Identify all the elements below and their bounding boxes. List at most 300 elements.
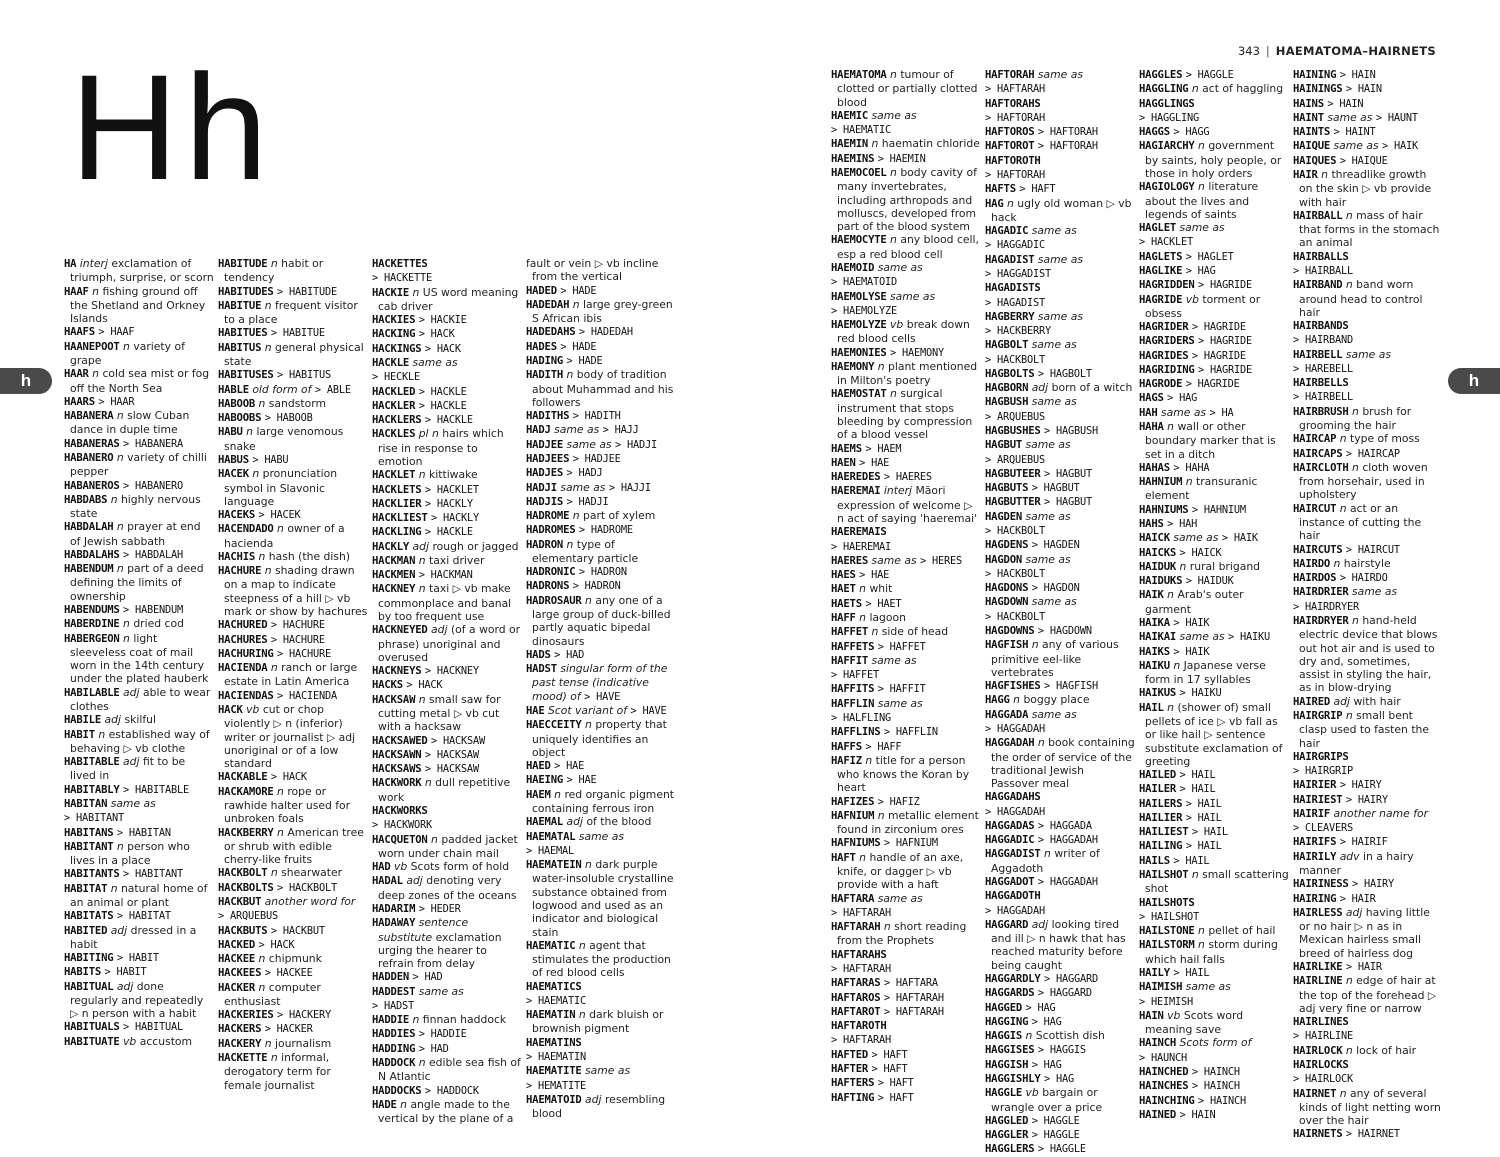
dictionary-entry — [1139, 235, 1289, 249]
cross-reference: > HAFTARAH — [985, 83, 1045, 96]
headword: HAEMATEIN — [526, 859, 582, 872]
headword: HAGRODE — [1139, 378, 1183, 391]
dictionary-entry — [985, 722, 1135, 736]
cross-reference: > HACKSAW — [424, 748, 479, 761]
cross-reference: > HAJJ — [602, 424, 639, 437]
definition: pellet of hail — [1208, 924, 1276, 938]
dictionary-entry — [372, 1042, 522, 1056]
part-of-speech: n — [98, 727, 106, 741]
dictionary-entry — [985, 889, 1135, 903]
dictionary-entry — [1139, 1065, 1289, 1079]
cross-reference: > HAEMOLYZE — [831, 304, 897, 317]
dictionary-entry — [372, 468, 522, 482]
cross-reference: > HAG — [1167, 392, 1198, 405]
dictionary-entry — [985, 168, 1135, 182]
cross-reference: > HAFTORAH — [985, 111, 1045, 124]
headword: HAGADISTS — [985, 282, 1041, 295]
cross-reference: > HAD — [412, 971, 443, 984]
headword: HAEMATOID — [526, 1093, 582, 1106]
definition: slow Cuban dance in duple time — [70, 409, 190, 437]
part-of-speech: n — [264, 298, 272, 312]
definition: type of moss — [1349, 432, 1420, 446]
definition: book containing the order of service of the traditional Jewish Passover meal — [991, 736, 1135, 791]
headword: HACKETTE — [218, 1052, 268, 1065]
dictionary-entry — [831, 697, 981, 711]
headword: HADDOCK — [372, 1057, 416, 1070]
headword: HABITUALS — [64, 1021, 120, 1034]
headword: HADING — [526, 354, 564, 367]
headword: HACKBUTS — [218, 924, 268, 937]
dictionary-entry — [831, 568, 981, 582]
headword: HAEMAL — [526, 816, 564, 829]
headword: HACKSAW — [372, 693, 416, 706]
cross-reference: > HA — [1209, 406, 1234, 419]
definition: prayer at end of Jewish sabbath — [70, 520, 201, 548]
headword: HAIRINESS — [1293, 878, 1349, 891]
dictionary-entry — [1139, 938, 1289, 966]
definition: exclamation urging the hearer to refrain from delay — [378, 930, 502, 971]
part-of-speech: n — [116, 450, 124, 464]
cross-reference: > HAIL — [1179, 783, 1216, 796]
dictionary-entry — [372, 427, 522, 468]
cross-reference: > HAGFISH — [1044, 680, 1099, 693]
headword: HABITUES — [218, 327, 268, 340]
cross-reference: > HACKWORK — [372, 819, 432, 832]
part-of-speech: n — [585, 858, 592, 872]
definition: rope or rawhide halter used for unbroken foals — [224, 784, 351, 826]
dictionary-entry — [64, 826, 214, 840]
dictionary-entry — [985, 1142, 1135, 1156]
cross-reference: > HAUNT — [1375, 111, 1418, 124]
headword: HAG — [985, 197, 1004, 210]
part-of-speech: n — [1185, 475, 1193, 489]
cross-reference: > HAGGLING — [1139, 111, 1199, 124]
headword: HAGGARDS — [985, 987, 1035, 1000]
cross-reference: > HABITUDE — [277, 285, 338, 298]
headword: HADROSAUR — [526, 594, 582, 607]
dictionary-entry — [831, 1019, 981, 1033]
headword: HAGS — [1139, 392, 1164, 405]
cross-reference: > HACKLE — [424, 414, 473, 427]
dictionary-entry — [831, 991, 981, 1005]
definition: in a hairy manner — [1299, 849, 1414, 878]
definition: US word meaning cab driver — [378, 285, 519, 313]
cross-reference: > HAIL — [1179, 769, 1216, 782]
cross-reference: > HAIL — [1191, 826, 1228, 839]
cross-reference: > HADEDAH — [578, 326, 633, 339]
part-of-speech: n — [566, 537, 574, 551]
cross-reference: > HAGRIDE — [1198, 335, 1253, 348]
cross-reference: > HAFTARAH — [883, 991, 944, 1004]
dictionary-entry — [372, 483, 522, 497]
headword: HAIRNETS — [1293, 1128, 1343, 1141]
part-of-speech: same as — [418, 984, 464, 998]
headword: HAIKS — [1139, 645, 1170, 658]
cross-reference: > HAFTARAH — [883, 1005, 944, 1018]
headword: HAGRIDDEN — [1139, 279, 1195, 292]
part-of-speech: vb — [246, 703, 260, 716]
dictionary-entry — [218, 368, 368, 382]
headword: HACKETTES — [372, 258, 428, 270]
dictionary-entry — [831, 304, 981, 318]
dictionary-entry — [1139, 966, 1289, 980]
headword: HADITH — [526, 369, 564, 382]
headword: HAFIZES — [831, 795, 875, 808]
dictionary-entry — [1293, 1058, 1443, 1072]
part-of-speech: n — [1339, 1086, 1347, 1100]
headword: HACKAMORE — [218, 785, 274, 798]
headword: HADARIM — [372, 902, 416, 915]
cross-reference: > HAEM — [865, 442, 902, 455]
dictionary-entry — [985, 353, 1135, 367]
cross-reference: > HAGGADIC — [985, 239, 1045, 252]
headword: HAFFET — [831, 626, 869, 639]
definition: agent that stimulates the production of red blood cells — [532, 938, 671, 980]
headword: HAHA — [1139, 421, 1164, 434]
dictionary-entry — [1139, 630, 1289, 644]
headword: HAGBUSH — [985, 396, 1029, 409]
headword: HAFFLIN — [831, 697, 875, 710]
cross-reference: > HAIRDRYER — [1293, 600, 1359, 613]
headword: HAIRCUT — [1293, 502, 1337, 515]
cross-reference: > HABIT — [104, 966, 147, 979]
definition: padded jacket worn under chain mail — [378, 832, 518, 860]
dictionary-entry — [1139, 68, 1289, 82]
dictionary-entry — [526, 773, 676, 787]
cross-reference: > HAILSHOT — [1139, 910, 1199, 923]
headword: HAEMINS — [831, 152, 875, 165]
definition: dark bluish or brownish pigment — [532, 1008, 664, 1036]
part-of-speech: vb — [1167, 1008, 1181, 1022]
dictionary-entry — [831, 740, 981, 754]
headword: HAGGADAH — [985, 737, 1035, 750]
part-of-speech: n — [123, 617, 130, 631]
part-of-speech: vb — [123, 1034, 137, 1048]
cross-reference: > HAIDUK — [1185, 575, 1234, 588]
dictionary-entry — [831, 233, 981, 261]
headword: HAEMATIC — [526, 939, 576, 952]
definition: person who lives in a place — [70, 839, 190, 868]
part-of-speech: n — [246, 425, 253, 439]
part-of-speech: n — [270, 866, 278, 880]
definition: large venomous snake — [224, 425, 344, 453]
dictionary-entry — [1139, 82, 1289, 96]
definition: finnan haddock — [422, 1013, 507, 1027]
definition: any of various primitive eel-like vertebrates — [991, 638, 1119, 679]
headword: HAET — [831, 583, 856, 596]
headword: HAGGARDLY — [985, 973, 1041, 985]
part-of-speech: n — [1352, 460, 1359, 474]
headword: HAIRGRIPS — [1293, 750, 1349, 763]
headword: HACKLES — [372, 428, 416, 441]
part-of-speech: n — [572, 509, 580, 523]
dictionary-entry — [64, 951, 214, 965]
dictionary-entry — [1293, 264, 1443, 278]
definition: part of xylem — [582, 509, 656, 523]
part-of-speech: same as — [1327, 110, 1373, 124]
cross-reference: > HAFTARA — [883, 977, 938, 990]
cross-reference: > HACK — [258, 938, 295, 951]
dictionary-entry — [985, 567, 1135, 581]
dictionary-entry — [372, 525, 522, 539]
dictionary-entry — [831, 456, 981, 470]
part-of-speech: Scots form of — [1179, 1036, 1252, 1050]
part-of-speech: same as — [1179, 630, 1225, 644]
headword: HAEMOLYSE — [831, 290, 887, 303]
cross-reference: > HACKERY — [277, 1009, 332, 1022]
headword: HABENDUM — [64, 563, 114, 576]
headword: HAIRBALL — [1293, 209, 1343, 222]
dictionary-entry — [985, 338, 1135, 352]
cross-reference: > HAINT — [1333, 126, 1376, 139]
headword: HAARS — [64, 395, 95, 408]
dictionary-entry — [831, 682, 981, 696]
headword: HAIKUS — [1139, 687, 1177, 700]
headword: HAILSTONE — [1139, 925, 1195, 938]
headword: HAEMATINS — [526, 1036, 582, 1049]
dictionary-entry — [526, 662, 676, 704]
headword: HABUS — [218, 453, 249, 466]
definition: Scots word meaning save — [1145, 1008, 1244, 1037]
cross-reference: > HAAF — [98, 326, 135, 339]
cross-reference: > HAIRCAP — [1345, 447, 1400, 460]
dictionary-entry — [372, 554, 522, 568]
dictionary-entry — [1139, 349, 1289, 363]
definition: ugly old woman ▷ vb hack — [991, 196, 1132, 224]
headword: HACKING — [372, 328, 416, 341]
cross-reference: > HADROME — [578, 524, 633, 537]
cross-reference: > HACK — [270, 771, 307, 784]
dictionary-entry — [526, 257, 676, 284]
definition: small scattering shot — [1145, 868, 1289, 896]
dictionary-entry — [218, 966, 368, 980]
cross-reference: > ABLE — [314, 383, 351, 396]
dictionary-entry — [526, 1079, 676, 1093]
part-of-speech: same as — [1031, 338, 1077, 352]
headword: HAIRING — [1293, 892, 1337, 905]
dictionary-entry — [831, 442, 981, 456]
part-of-speech: same as — [877, 891, 923, 905]
cross-reference: > HACKETTE — [372, 272, 432, 285]
headword: HABDALAH — [64, 521, 114, 534]
dictionary-entry — [64, 867, 214, 881]
definition: metallic element found in zirconium ores — [837, 808, 979, 837]
dictionary-entry — [1139, 1108, 1289, 1122]
dictionary-entry — [218, 522, 368, 550]
dictionary-entry — [831, 725, 981, 739]
part-of-speech: another name for — [1333, 806, 1429, 820]
cross-reference: > HACKLET — [1139, 236, 1193, 249]
cross-reference: > HAE — [859, 456, 890, 469]
definition: short reading from the Prophets — [837, 920, 967, 948]
cross-reference: > HAEMATIC — [526, 994, 586, 1007]
definition: haematin chloride — [881, 137, 980, 151]
cross-reference: > HAE — [859, 569, 890, 582]
definition: Scots form of hold — [410, 860, 510, 874]
headword: HAFFITS — [831, 683, 875, 696]
headword: HAEMOCOEL — [831, 166, 887, 179]
dictionary-entry — [1293, 585, 1443, 599]
headword: HAGGLING — [1139, 83, 1189, 96]
cross-reference: > HAGDON — [1031, 582, 1080, 595]
dictionary-entry — [985, 610, 1135, 624]
part-of-speech: n — [123, 339, 130, 353]
cross-reference: > HAEREMAI — [831, 540, 891, 553]
part-of-speech: adj — [1031, 381, 1049, 395]
headword: HAGLET — [1139, 222, 1177, 235]
dictionary-entry — [831, 137, 981, 151]
cross-reference: > HAHNIUM — [1191, 503, 1246, 516]
definition: (of a word or phrase) unoriginal and overused — [378, 623, 521, 664]
part-of-speech: same as — [1160, 405, 1207, 419]
dictionary-entry — [985, 847, 1135, 875]
definition: boggy place — [1023, 693, 1090, 707]
cross-reference: > HACKSAW — [431, 734, 486, 747]
part-of-speech: n — [418, 468, 426, 482]
part-of-speech: same as — [554, 423, 600, 437]
headword: HAINCHING — [1139, 1094, 1195, 1107]
dictionary-entry — [526, 325, 676, 339]
column-3 — [372, 257, 522, 1125]
cross-reference: > HABANERA — [123, 437, 184, 450]
cross-reference: > HAFIZ — [877, 795, 920, 808]
part-of-speech: n — [258, 396, 266, 410]
dictionary-entry — [985, 708, 1135, 722]
dictionary-entry — [831, 851, 981, 892]
headword: HAGGISH — [985, 1058, 1029, 1071]
headword: HAIRDRIER — [1293, 586, 1349, 599]
dictionary-entry — [64, 479, 214, 493]
dictionary-entry — [526, 1036, 676, 1050]
headword: HAINED — [1139, 1108, 1177, 1121]
headword: HAFTARAH — [831, 921, 881, 934]
headword: HAIKA — [1139, 616, 1170, 629]
cross-reference: > HACKLY — [431, 512, 480, 525]
part-of-speech: pl n — [418, 427, 439, 441]
headword: HAINCHED — [1139, 1065, 1189, 1078]
definition: American tree or shrub with edible cherry-like fruits — [224, 825, 364, 867]
dictionary-entry — [985, 819, 1135, 833]
dictionary-entry — [1139, 221, 1289, 235]
dictionary-entry — [218, 703, 368, 770]
dictionary-entry — [831, 795, 981, 809]
dictionary-entry — [526, 495, 676, 509]
cross-reference: > HAVE — [584, 690, 621, 703]
dictionary-entry — [1293, 1029, 1443, 1043]
cross-reference: > HADJI — [566, 495, 609, 508]
headword: HAFFS — [831, 740, 862, 753]
part-of-speech: same as — [1025, 552, 1071, 566]
headword: HAFNIUMS — [831, 837, 881, 850]
headword: HADE — [372, 1098, 397, 1111]
dictionary-entry — [372, 582, 522, 623]
cross-reference: > HACKLE — [418, 399, 467, 412]
headword: HAILER — [1139, 783, 1177, 796]
headword: HAGGIS — [985, 1030, 1023, 1043]
dictionary-entry — [985, 553, 1135, 567]
headword: HAINCHES — [1139, 1080, 1189, 1093]
dictionary-entry — [1139, 125, 1289, 139]
dictionary-entry — [526, 452, 676, 466]
dictionary-entry — [1139, 250, 1289, 264]
dictionary-entry — [64, 980, 214, 1021]
dictionary-entry — [64, 728, 214, 756]
dictionary-entry — [1293, 600, 1443, 614]
dictionary-entry — [1293, 139, 1443, 153]
cross-reference: > HAEMONY — [890, 346, 945, 359]
cross-reference: > HAFTORAH — [985, 168, 1045, 181]
part-of-speech: n — [1167, 420, 1174, 434]
headword: HAFTORAH — [985, 69, 1035, 81]
dictionary-entry — [372, 399, 522, 413]
headword: HAFTARAHS — [831, 948, 887, 961]
part-of-speech: n — [1191, 868, 1199, 882]
definition: highly nervous state — [70, 492, 201, 521]
part-of-speech: same as — [1025, 438, 1071, 452]
dictionary-entry — [1139, 293, 1289, 321]
cross-reference: > HAHA — [1173, 461, 1210, 474]
cross-reference: > HAGRIDE — [1191, 321, 1246, 334]
cross-reference: > HAIL — [1185, 840, 1222, 853]
part-of-speech: n — [1339, 432, 1347, 446]
dictionary-entry — [64, 257, 214, 285]
dictionary-entry — [1139, 659, 1289, 687]
dictionary-entry — [985, 972, 1135, 986]
part-of-speech: same as — [1031, 707, 1077, 721]
headword: HADES — [526, 340, 557, 353]
part-of-speech: n — [1173, 658, 1181, 672]
dictionary-entry — [831, 711, 981, 725]
definition: transuranic element — [1145, 475, 1258, 503]
part-of-speech: n — [890, 387, 897, 401]
headword: HAINS — [1293, 97, 1324, 110]
part-of-speech: same as — [1352, 585, 1398, 599]
headword: HACKER — [218, 981, 256, 994]
cross-reference: > HACHURE — [270, 633, 325, 646]
definition: shading drawn on a map to indicate steepness of a hill ▷ vb mark or show by hachures — [224, 564, 368, 619]
dictionary-entry — [1139, 406, 1289, 420]
headword: HAGADIST — [985, 253, 1035, 266]
definition: established way of behaving ▷ vb clothe — [70, 727, 210, 755]
headword: HACEK — [218, 468, 249, 481]
part-of-speech: n — [871, 137, 879, 151]
dictionary-entry — [985, 97, 1135, 111]
headword: HA — [64, 258, 77, 270]
dictionary-entry — [372, 568, 522, 582]
headword: HAIR — [1293, 168, 1318, 181]
cross-reference: > HEDER — [418, 902, 461, 915]
dictionary-entry — [526, 423, 676, 437]
cross-reference: > HAIK — [1221, 532, 1258, 545]
part-of-speech: adj — [1345, 905, 1363, 919]
dictionary-entry — [218, 1037, 368, 1051]
definition: cut or chop violently ▷ n (inferior) writer or journalist ▷ adj unoriginal or of a low standard — [224, 703, 356, 771]
dictionary-entry — [1139, 334, 1289, 348]
dictionary-entry — [831, 836, 981, 850]
headword: HABERDINE — [64, 618, 120, 631]
headword: HADAWAY — [372, 917, 416, 930]
dictionary-entry — [985, 1114, 1135, 1128]
dictionary-entry — [985, 805, 1135, 819]
dictionary-entry — [1293, 376, 1443, 390]
part-of-speech: same as — [560, 480, 606, 494]
cross-reference: > HAGGLE — [1037, 1143, 1086, 1156]
headword: HAILSTORM — [1139, 939, 1195, 952]
cross-reference: > HAGGARD — [1037, 987, 1092, 1000]
definition: act or an instance of cutting the hair — [1299, 501, 1422, 543]
headword: HAGGADIST — [985, 848, 1041, 861]
cross-reference: > HAERES — [883, 471, 932, 484]
